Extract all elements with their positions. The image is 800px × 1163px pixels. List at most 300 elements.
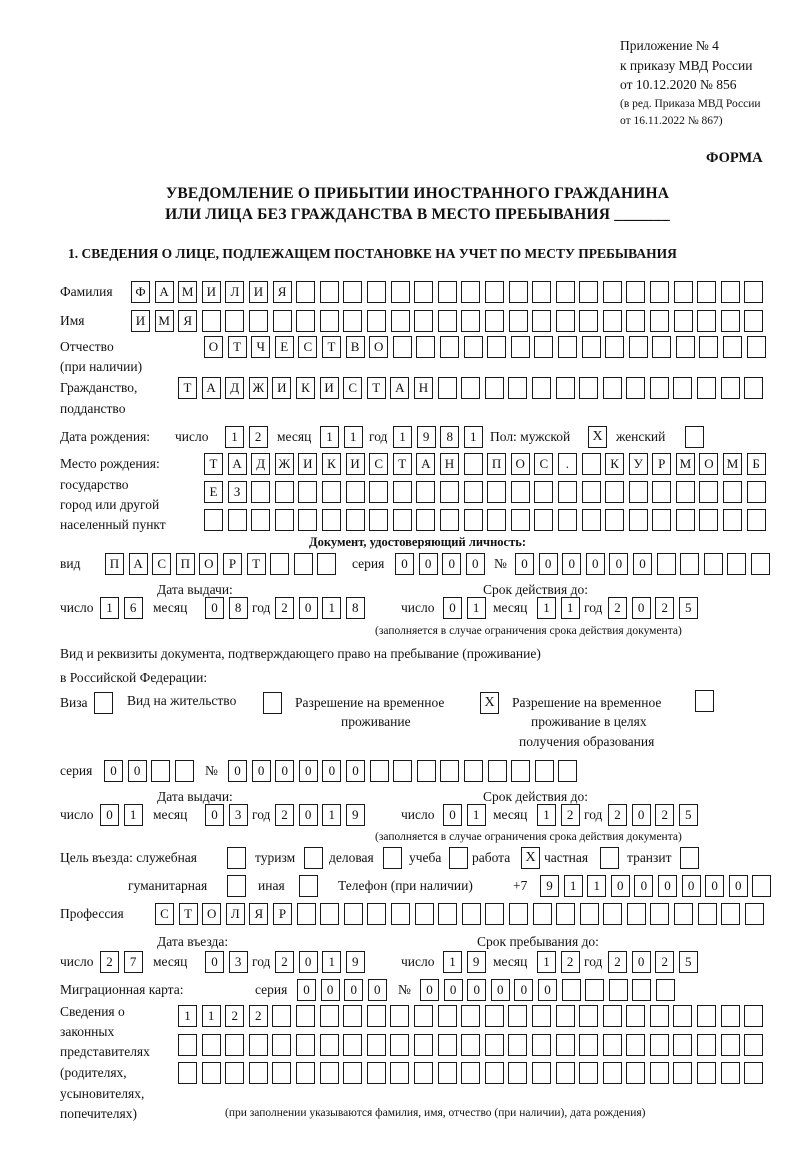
char-box[interactable]: 0: [228, 760, 247, 782]
char-box[interactable]: [369, 509, 388, 531]
char-box[interactable]: 1: [178, 1005, 197, 1027]
char-box[interactable]: 9: [540, 875, 559, 897]
char-box[interactable]: [674, 281, 693, 303]
char-box[interactable]: 0: [729, 875, 748, 897]
char-box[interactable]: 2: [608, 597, 627, 619]
trp-checkbox[interactable]: X: [480, 692, 499, 714]
char-box[interactable]: [747, 481, 766, 503]
char-box[interactable]: [585, 979, 604, 1001]
char-box[interactable]: С: [534, 453, 553, 475]
char-box[interactable]: 0: [632, 951, 651, 973]
char-box[interactable]: 2: [655, 597, 674, 619]
id-valid-month-field[interactable]: [537, 597, 584, 619]
char-box[interactable]: [461, 377, 480, 399]
char-box[interactable]: 3: [229, 804, 248, 826]
char-box[interactable]: 2: [225, 1005, 244, 1027]
char-box[interactable]: 5: [679, 804, 698, 826]
char-box[interactable]: [296, 1005, 315, 1027]
char-box[interactable]: 5: [679, 597, 698, 619]
char-box[interactable]: [464, 509, 483, 531]
char-box[interactable]: [367, 310, 386, 332]
char-box[interactable]: [417, 760, 436, 782]
char-box[interactable]: [509, 903, 528, 925]
char-box[interactable]: [579, 281, 598, 303]
char-box[interactable]: [343, 1062, 362, 1084]
char-box[interactable]: Т: [178, 377, 197, 399]
stay-year-field[interactable]: [608, 951, 702, 973]
char-box[interactable]: [178, 1062, 197, 1084]
char-box[interactable]: 0: [297, 979, 316, 1001]
char-box[interactable]: [346, 509, 365, 531]
entry-month-field[interactable]: [205, 951, 252, 973]
char-box[interactable]: [508, 1005, 527, 1027]
id-kind-field[interactable]: [105, 553, 341, 575]
char-box[interactable]: [579, 377, 598, 399]
char-box[interactable]: О: [369, 336, 388, 358]
char-box[interactable]: О: [202, 903, 221, 925]
char-box[interactable]: [532, 377, 551, 399]
char-box[interactable]: 0: [538, 979, 557, 1001]
char-box[interactable]: [558, 509, 577, 531]
char-box[interactable]: [744, 1034, 763, 1056]
right-number-field[interactable]: [228, 760, 582, 782]
char-box[interactable]: [657, 553, 676, 575]
char-box[interactable]: 1: [124, 804, 143, 826]
char-box[interactable]: [582, 453, 601, 475]
char-box[interactable]: 1: [587, 875, 606, 897]
char-box[interactable]: [697, 281, 716, 303]
char-box[interactable]: И: [346, 453, 365, 475]
char-box[interactable]: [626, 1005, 645, 1027]
char-box[interactable]: 2: [655, 804, 674, 826]
char-box[interactable]: .: [558, 453, 577, 475]
birthplace-field-2[interactable]: [204, 481, 770, 503]
char-box[interactable]: [322, 509, 341, 531]
char-box[interactable]: [320, 310, 339, 332]
char-box[interactable]: [343, 281, 362, 303]
char-box[interactable]: 3: [229, 951, 248, 973]
char-box[interactable]: [464, 336, 483, 358]
char-box[interactable]: [744, 310, 763, 332]
char-box[interactable]: [270, 553, 289, 575]
char-box[interactable]: 0: [444, 979, 463, 1001]
char-box[interactable]: [508, 1062, 527, 1084]
char-box[interactable]: 0: [443, 597, 462, 619]
char-box[interactable]: 0: [491, 979, 510, 1001]
char-box[interactable]: [461, 1062, 480, 1084]
char-box[interactable]: [249, 1034, 268, 1056]
char-box[interactable]: [626, 310, 645, 332]
char-box[interactable]: А: [228, 453, 247, 475]
char-box[interactable]: 8: [229, 597, 248, 619]
char-box[interactable]: [747, 509, 766, 531]
char-box[interactable]: И: [320, 377, 339, 399]
patronymic-field[interactable]: [204, 336, 770, 358]
char-box[interactable]: [532, 1034, 551, 1056]
char-box[interactable]: [556, 1005, 575, 1027]
char-box[interactable]: 8: [346, 597, 365, 619]
char-box[interactable]: [605, 336, 624, 358]
char-box[interactable]: 0: [515, 553, 534, 575]
char-box[interactable]: [721, 1034, 740, 1056]
char-box[interactable]: [415, 903, 434, 925]
char-box[interactable]: [558, 336, 577, 358]
char-box[interactable]: 0: [299, 951, 318, 973]
right-issue-month-field[interactable]: [205, 804, 252, 826]
char-box[interactable]: [440, 481, 459, 503]
char-box[interactable]: [393, 336, 412, 358]
char-box[interactable]: 0: [299, 760, 318, 782]
char-box[interactable]: [626, 1062, 645, 1084]
char-box[interactable]: [320, 281, 339, 303]
char-box[interactable]: [629, 336, 648, 358]
citizenship-field[interactable]: [178, 377, 768, 399]
surname-field[interactable]: [131, 281, 768, 303]
char-box[interactable]: [344, 903, 363, 925]
char-box[interactable]: [464, 453, 483, 475]
right-valid-month-field[interactable]: [537, 804, 584, 826]
char-box[interactable]: 0: [104, 760, 123, 782]
char-box[interactable]: [414, 1034, 433, 1056]
char-box[interactable]: [558, 481, 577, 503]
char-box[interactable]: [603, 377, 622, 399]
char-box[interactable]: А: [155, 281, 174, 303]
char-box[interactable]: [744, 1062, 763, 1084]
char-box[interactable]: [225, 1034, 244, 1056]
char-box[interactable]: [650, 1062, 669, 1084]
visa-checkbox[interactable]: [94, 692, 113, 714]
char-box[interactable]: 1: [320, 426, 339, 448]
char-box[interactable]: [680, 553, 699, 575]
char-box[interactable]: [603, 310, 622, 332]
char-box[interactable]: 2: [275, 951, 294, 973]
char-box[interactable]: [603, 903, 622, 925]
char-box[interactable]: [532, 310, 551, 332]
char-box[interactable]: [603, 281, 622, 303]
char-box[interactable]: Т: [322, 336, 341, 358]
char-box[interactable]: О: [204, 336, 223, 358]
char-box[interactable]: [697, 1005, 716, 1027]
char-box[interactable]: [656, 979, 675, 1001]
char-box[interactable]: [296, 1062, 315, 1084]
char-box[interactable]: 1: [100, 597, 119, 619]
char-box[interactable]: [487, 336, 506, 358]
char-box[interactable]: [370, 760, 389, 782]
char-box[interactable]: [721, 377, 740, 399]
char-box[interactable]: [511, 336, 530, 358]
char-box[interactable]: [461, 1005, 480, 1027]
char-box[interactable]: [204, 509, 223, 531]
char-box[interactable]: Т: [393, 453, 412, 475]
char-box[interactable]: Ж: [249, 377, 268, 399]
char-box[interactable]: 0: [443, 804, 462, 826]
char-box[interactable]: [673, 1062, 692, 1084]
char-box[interactable]: [391, 281, 410, 303]
char-box[interactable]: 2: [275, 804, 294, 826]
char-box[interactable]: [723, 336, 742, 358]
char-box[interactable]: [603, 1062, 622, 1084]
id-series-field[interactable]: [395, 553, 489, 575]
char-box[interactable]: [390, 1005, 409, 1027]
char-box[interactable]: З: [228, 481, 247, 503]
char-box[interactable]: [509, 310, 528, 332]
char-box[interactable]: 0: [467, 979, 486, 1001]
phone-field[interactable]: [540, 875, 776, 897]
char-box[interactable]: 0: [344, 979, 363, 1001]
char-box[interactable]: 1: [537, 951, 556, 973]
char-box[interactable]: Р: [652, 453, 671, 475]
char-box[interactable]: 0: [100, 804, 119, 826]
reps-field-2[interactable]: [178, 1034, 768, 1056]
char-box[interactable]: [485, 903, 504, 925]
char-box[interactable]: [391, 310, 410, 332]
char-box[interactable]: 0: [420, 979, 439, 1001]
char-box[interactable]: [464, 481, 483, 503]
char-box[interactable]: [485, 281, 504, 303]
char-box[interactable]: М: [155, 310, 174, 332]
char-box[interactable]: 2: [249, 1005, 268, 1027]
char-box[interactable]: И: [249, 281, 268, 303]
char-box[interactable]: [485, 1062, 504, 1084]
char-box[interactable]: Н: [414, 377, 433, 399]
char-box[interactable]: А: [416, 453, 435, 475]
id-number-field[interactable]: [515, 553, 775, 575]
char-box[interactable]: [508, 1034, 527, 1056]
char-box[interactable]: Т: [367, 377, 386, 399]
char-box[interactable]: [676, 481, 695, 503]
char-box[interactable]: [579, 1034, 598, 1056]
right-issue-day-field[interactable]: [100, 804, 147, 826]
char-box[interactable]: 0: [128, 760, 147, 782]
char-box[interactable]: 2: [561, 951, 580, 973]
char-box[interactable]: [673, 377, 692, 399]
char-box[interactable]: М: [723, 453, 742, 475]
char-box[interactable]: [343, 1034, 362, 1056]
char-box[interactable]: 9: [467, 951, 486, 973]
char-box[interactable]: Ф: [131, 281, 150, 303]
char-box[interactable]: [228, 509, 247, 531]
char-box[interactable]: 0: [419, 553, 438, 575]
char-box[interactable]: Д: [225, 377, 244, 399]
purpose-business-checkbox[interactable]: [383, 847, 402, 869]
char-box[interactable]: 0: [514, 979, 533, 1001]
char-box[interactable]: [744, 377, 763, 399]
char-box[interactable]: [322, 481, 341, 503]
char-box[interactable]: [723, 509, 742, 531]
char-box[interactable]: [390, 1034, 409, 1056]
char-box[interactable]: [343, 1005, 362, 1027]
char-box[interactable]: [175, 760, 194, 782]
char-box[interactable]: [697, 310, 716, 332]
char-box[interactable]: [511, 760, 530, 782]
char-box[interactable]: [626, 377, 645, 399]
char-box[interactable]: 9: [346, 951, 365, 973]
char-box[interactable]: [367, 281, 386, 303]
char-box[interactable]: [674, 310, 693, 332]
char-box[interactable]: 0: [682, 875, 701, 897]
purpose-official-checkbox[interactable]: [227, 847, 246, 869]
char-box[interactable]: К: [322, 453, 341, 475]
char-box[interactable]: [673, 1034, 692, 1056]
char-box[interactable]: [508, 377, 527, 399]
char-box[interactable]: 0: [205, 951, 224, 973]
char-box[interactable]: [320, 903, 339, 925]
char-box[interactable]: [367, 1034, 386, 1056]
char-box[interactable]: А: [129, 553, 148, 575]
char-box[interactable]: Ж: [275, 453, 294, 475]
char-box[interactable]: [579, 310, 598, 332]
char-box[interactable]: [650, 310, 669, 332]
char-box[interactable]: [605, 481, 624, 503]
char-box[interactable]: 2: [655, 951, 674, 973]
char-box[interactable]: [603, 1005, 622, 1027]
char-box[interactable]: [178, 1034, 197, 1056]
char-box[interactable]: [296, 1034, 315, 1056]
char-box[interactable]: [317, 553, 336, 575]
purpose-transit-checkbox[interactable]: [680, 847, 699, 869]
char-box[interactable]: [438, 1034, 457, 1056]
char-box[interactable]: К: [605, 453, 624, 475]
char-box[interactable]: [699, 481, 718, 503]
sex-male-checkbox[interactable]: X: [588, 426, 607, 448]
char-box[interactable]: [534, 336, 553, 358]
char-box[interactable]: [509, 281, 528, 303]
char-box[interactable]: [202, 1034, 221, 1056]
purpose-tourism-checkbox[interactable]: [304, 847, 323, 869]
char-box[interactable]: С: [152, 553, 171, 575]
char-box[interactable]: 0: [611, 875, 630, 897]
char-box[interactable]: [440, 336, 459, 358]
char-box[interactable]: 1: [322, 804, 341, 826]
char-box[interactable]: Л: [226, 903, 245, 925]
char-box[interactable]: [438, 377, 457, 399]
char-box[interactable]: [582, 336, 601, 358]
char-box[interactable]: [532, 281, 551, 303]
char-box[interactable]: [535, 760, 554, 782]
id-valid-day-field[interactable]: [443, 597, 490, 619]
char-box[interactable]: [629, 481, 648, 503]
char-box[interactable]: [438, 903, 457, 925]
char-box[interactable]: [462, 903, 481, 925]
char-box[interactable]: 0: [205, 804, 224, 826]
char-box[interactable]: 0: [562, 553, 581, 575]
char-box[interactable]: [202, 1062, 221, 1084]
char-box[interactable]: [556, 1062, 575, 1084]
char-box[interactable]: [650, 377, 669, 399]
char-box[interactable]: Р: [273, 903, 292, 925]
char-box[interactable]: [752, 875, 771, 897]
char-box[interactable]: [272, 1034, 291, 1056]
char-box[interactable]: 9: [417, 426, 436, 448]
char-box[interactable]: [461, 1034, 480, 1056]
char-box[interactable]: [151, 760, 170, 782]
char-box[interactable]: [676, 509, 695, 531]
char-box[interactable]: П: [105, 553, 124, 575]
purpose-other-checkbox[interactable]: [299, 875, 318, 897]
char-box[interactable]: [487, 509, 506, 531]
char-box[interactable]: М: [178, 281, 197, 303]
char-box[interactable]: [296, 310, 315, 332]
purpose-private-checkbox[interactable]: [600, 847, 619, 869]
char-box[interactable]: 2: [561, 804, 580, 826]
char-box[interactable]: [249, 310, 268, 332]
char-box[interactable]: 0: [632, 804, 651, 826]
char-box[interactable]: [393, 760, 412, 782]
char-box[interactable]: [414, 1005, 433, 1027]
char-box[interactable]: [745, 903, 764, 925]
stay-month-field[interactable]: [537, 951, 584, 973]
char-box[interactable]: Я: [249, 903, 268, 925]
char-box[interactable]: 8: [440, 426, 459, 448]
char-box[interactable]: [320, 1005, 339, 1027]
char-box[interactable]: 2: [608, 804, 627, 826]
char-box[interactable]: [556, 281, 575, 303]
char-box[interactable]: [414, 310, 433, 332]
char-box[interactable]: Д: [251, 453, 270, 475]
char-box[interactable]: [511, 481, 530, 503]
char-box[interactable]: 0: [466, 553, 485, 575]
char-box[interactable]: [676, 336, 695, 358]
char-box[interactable]: [580, 903, 599, 925]
entry-day-field[interactable]: [100, 951, 147, 973]
profession-field[interactable]: [155, 903, 768, 925]
char-box[interactable]: [556, 310, 575, 332]
char-box[interactable]: [744, 1005, 763, 1027]
char-box[interactable]: [438, 310, 457, 332]
migration-number-field[interactable]: [420, 979, 680, 1001]
char-box[interactable]: Р: [223, 553, 242, 575]
char-box[interactable]: [391, 903, 410, 925]
char-box[interactable]: [414, 281, 433, 303]
char-box[interactable]: [393, 481, 412, 503]
char-box[interactable]: [727, 553, 746, 575]
char-box[interactable]: 1: [393, 426, 412, 448]
char-box[interactable]: 0: [252, 760, 271, 782]
char-box[interactable]: [699, 336, 718, 358]
char-box[interactable]: [721, 281, 740, 303]
char-box[interactable]: И: [131, 310, 150, 332]
char-box[interactable]: [699, 509, 718, 531]
char-box[interactable]: [251, 481, 270, 503]
char-box[interactable]: М: [676, 453, 695, 475]
char-box[interactable]: А: [390, 377, 409, 399]
char-box[interactable]: [488, 760, 507, 782]
char-box[interactable]: 0: [299, 597, 318, 619]
char-box[interactable]: [723, 481, 742, 503]
char-box[interactable]: 7: [124, 951, 143, 973]
char-box[interactable]: [532, 1062, 551, 1084]
residence-checkbox[interactable]: [263, 692, 282, 714]
char-box[interactable]: [721, 1005, 740, 1027]
char-box[interactable]: Б: [747, 453, 766, 475]
char-box[interactable]: [632, 979, 651, 1001]
char-box[interactable]: [697, 1062, 716, 1084]
char-box[interactable]: 1: [467, 804, 486, 826]
purpose-humanitarian-checkbox[interactable]: [227, 875, 246, 897]
char-box[interactable]: 1: [322, 951, 341, 973]
sex-female-checkbox[interactable]: [685, 426, 704, 448]
char-box[interactable]: 0: [321, 979, 340, 1001]
migration-series-field[interactable]: [297, 979, 391, 1001]
char-box[interactable]: [579, 1062, 598, 1084]
char-box[interactable]: 2: [608, 951, 627, 973]
trpe-checkbox[interactable]: [695, 690, 714, 712]
char-box[interactable]: [652, 509, 671, 531]
char-box[interactable]: [511, 509, 530, 531]
id-valid-year-field[interactable]: [608, 597, 702, 619]
char-box[interactable]: [461, 281, 480, 303]
char-box[interactable]: [249, 1062, 268, 1084]
